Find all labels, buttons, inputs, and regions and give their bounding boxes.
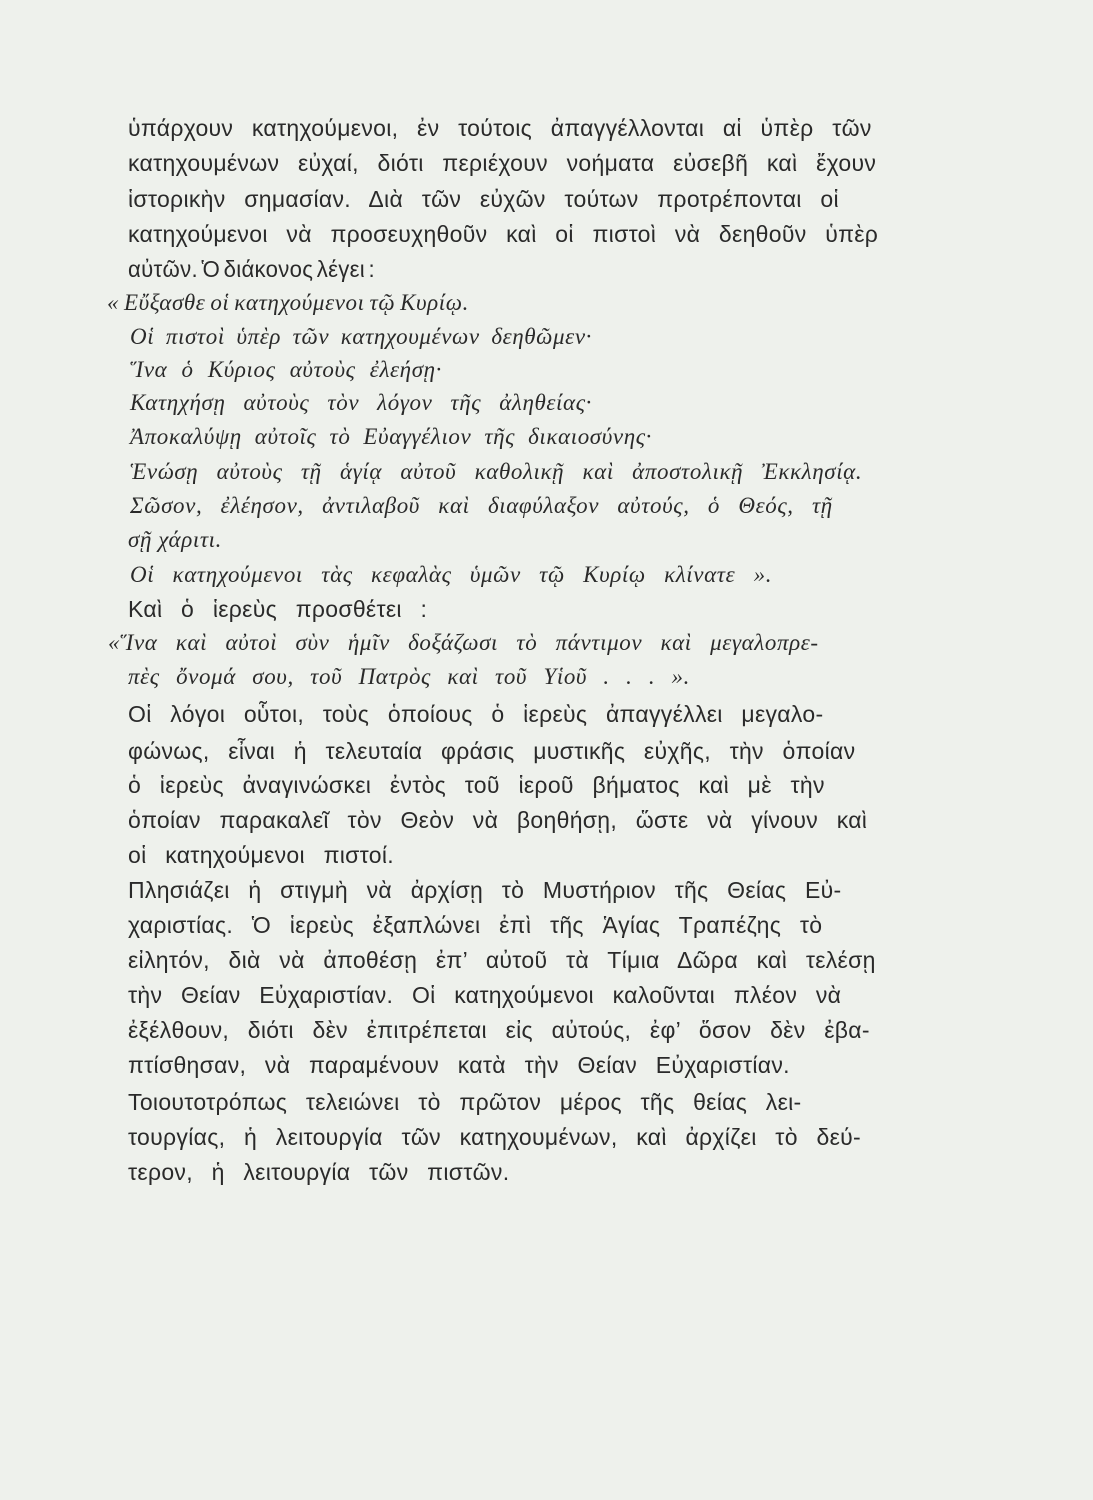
text-line: ἐξέλθουν, διότι δὲν ἐπιτρέπεται εἰς αὐτούς, ἐφ’ ὅσον δὲν ἐβα- bbox=[128, 1017, 870, 1043]
text-line: τερον, ἡ λειτουργία τῶν πιστῶν. bbox=[128, 1159, 510, 1185]
text-line: Σῶσον, ἐλέησον, ἀντιλαβοῦ καὶ διαφύλαξον αὐτούς, ὁ Θεός, τῇ bbox=[130, 493, 833, 518]
text-line: αὐτῶν. Ὁ διάκονος λέγει : bbox=[128, 256, 375, 282]
text-line: φώνως, εἶναι ἡ τελευταία φράσις μυστικῆς εὐχῆς, τὴν ὁποίαν bbox=[128, 738, 856, 764]
text-line: πὲς ὄνομά σου, τοῦ Πατρὸς καὶ τοῦ Υἱοῦ . . . ». bbox=[128, 664, 690, 689]
text-line: κατηχουμένων εὐχαί, διότι περιέχουν νοήματα εὐσεβῆ καὶ ἔχουν bbox=[128, 150, 877, 176]
text-line: πτίσθησαν, νὰ παραμένουν κατὰ τὴν Θείαν Εὐχαριστίαν. bbox=[128, 1052, 790, 1078]
text-line: Οἱ κατηχούμενοι τὰς κεφαλὰς ὑμῶν τῷ Κυρίῳ κλίνατε ». bbox=[130, 562, 773, 587]
text-line: Τοιουτοτρόπως τελειώνει τὸ πρῶτον μέρος τῆς θείας λει- bbox=[128, 1089, 802, 1115]
text-line: Ἵνα ὁ Κύριος αὐτοὺς ἐλεήσῃ· bbox=[130, 357, 442, 382]
text-line: τὴν Θείαν Εὐχαριστίαν. Οἱ κατηχούμενοι καλοῦνται πλέον νὰ bbox=[128, 982, 842, 1008]
text-line: Ἑνώσῃ αὐτοὺς τῇ ἁγίᾳ αὐτοῦ καθολικῇ καὶ ἀποστολικῇ Ἐκκλησίᾳ. bbox=[130, 459, 863, 484]
text-line: ὑπάρχουν κατηχούμενοι, ἐν τούτοις ἀπαγγέλλονται αἱ ὑπὲρ τῶν bbox=[128, 115, 872, 141]
text-line: ὁποίαν παρακαλεῖ τὸν Θεὸν νὰ βοηθήσῃ, ὥστε νὰ γίνουν καὶ bbox=[128, 807, 868, 833]
text-line: Οἱ λόγοι οὗτοι, τοὺς ὁποίους ὁ ἱερεὺς ἀπαγγέλλει μεγαλο- bbox=[128, 701, 824, 727]
text-line: τουργίας, ἡ λειτουργία τῶν κατηχουμένων, καὶ ἀρχίζει τὸ δεύ- bbox=[128, 1124, 861, 1150]
text-line: χαριστίας. Ὁ ἱερεὺς ἐξαπλώνει ἐπὶ τῆς Ἁγίας Τραπέζης τὸ bbox=[128, 912, 823, 938]
text-line: Ἀποκαλύψῃ αὐτοῖς τὸ Εὐαγγέλιον τῆς δικαιοσύνης· bbox=[130, 424, 652, 449]
text-line: « Εὔξασθε οἱ κατηχούμενοι τῷ Κυρίῳ. bbox=[107, 290, 469, 315]
text-line: «Ἵνα καὶ αὐτοὶ σὺν ἡμῖν δοξάζωσι τὸ πάντιμον καὶ μεγαλοπρε- bbox=[108, 630, 819, 655]
text-line: Κατηχήσῃ αὐτοὺς τὸν λόγον τῆς ἀληθείας· bbox=[130, 390, 592, 415]
text-line: εἰλητόν, διὰ νὰ ἀποθέσῃ ἐπ’ αὐτοῦ τὰ Τίμια Δῶρα καὶ τελέσῃ bbox=[128, 947, 876, 973]
text-line: Πλησιάζει ἡ στιγμὴ νὰ ἀρχίσῃ τὸ Μυστήριον τῆς Θείας Εὐ- bbox=[128, 877, 842, 903]
text-line: οἱ κατηχούμενοι πιστοί. bbox=[128, 842, 394, 868]
text-line: Καὶ ὁ ἱερεὺς προσθέτει : bbox=[128, 596, 428, 622]
text-line: Οἱ πιστοὶ ὑπὲρ τῶν κατηχουμένων δεηθῶμεν· bbox=[130, 324, 592, 349]
text-line: κατηχούμενοι νὰ προσευχηθοῦν καὶ οἱ πιστοὶ νὰ δεηθοῦν ὑπὲρ bbox=[128, 221, 879, 247]
text-line: ἱστορικὴν σημασίαν. Διὰ τῶν εὐχῶν τούτων προτρέπονται οἱ bbox=[128, 186, 839, 212]
text-line: σῇ χάριτι. bbox=[128, 527, 222, 552]
text-line: ὁ ἱερεὺς ἀναγινώσκει ἐντὸς τοῦ ἱεροῦ βήματος καὶ μὲ τὴν bbox=[128, 772, 825, 798]
